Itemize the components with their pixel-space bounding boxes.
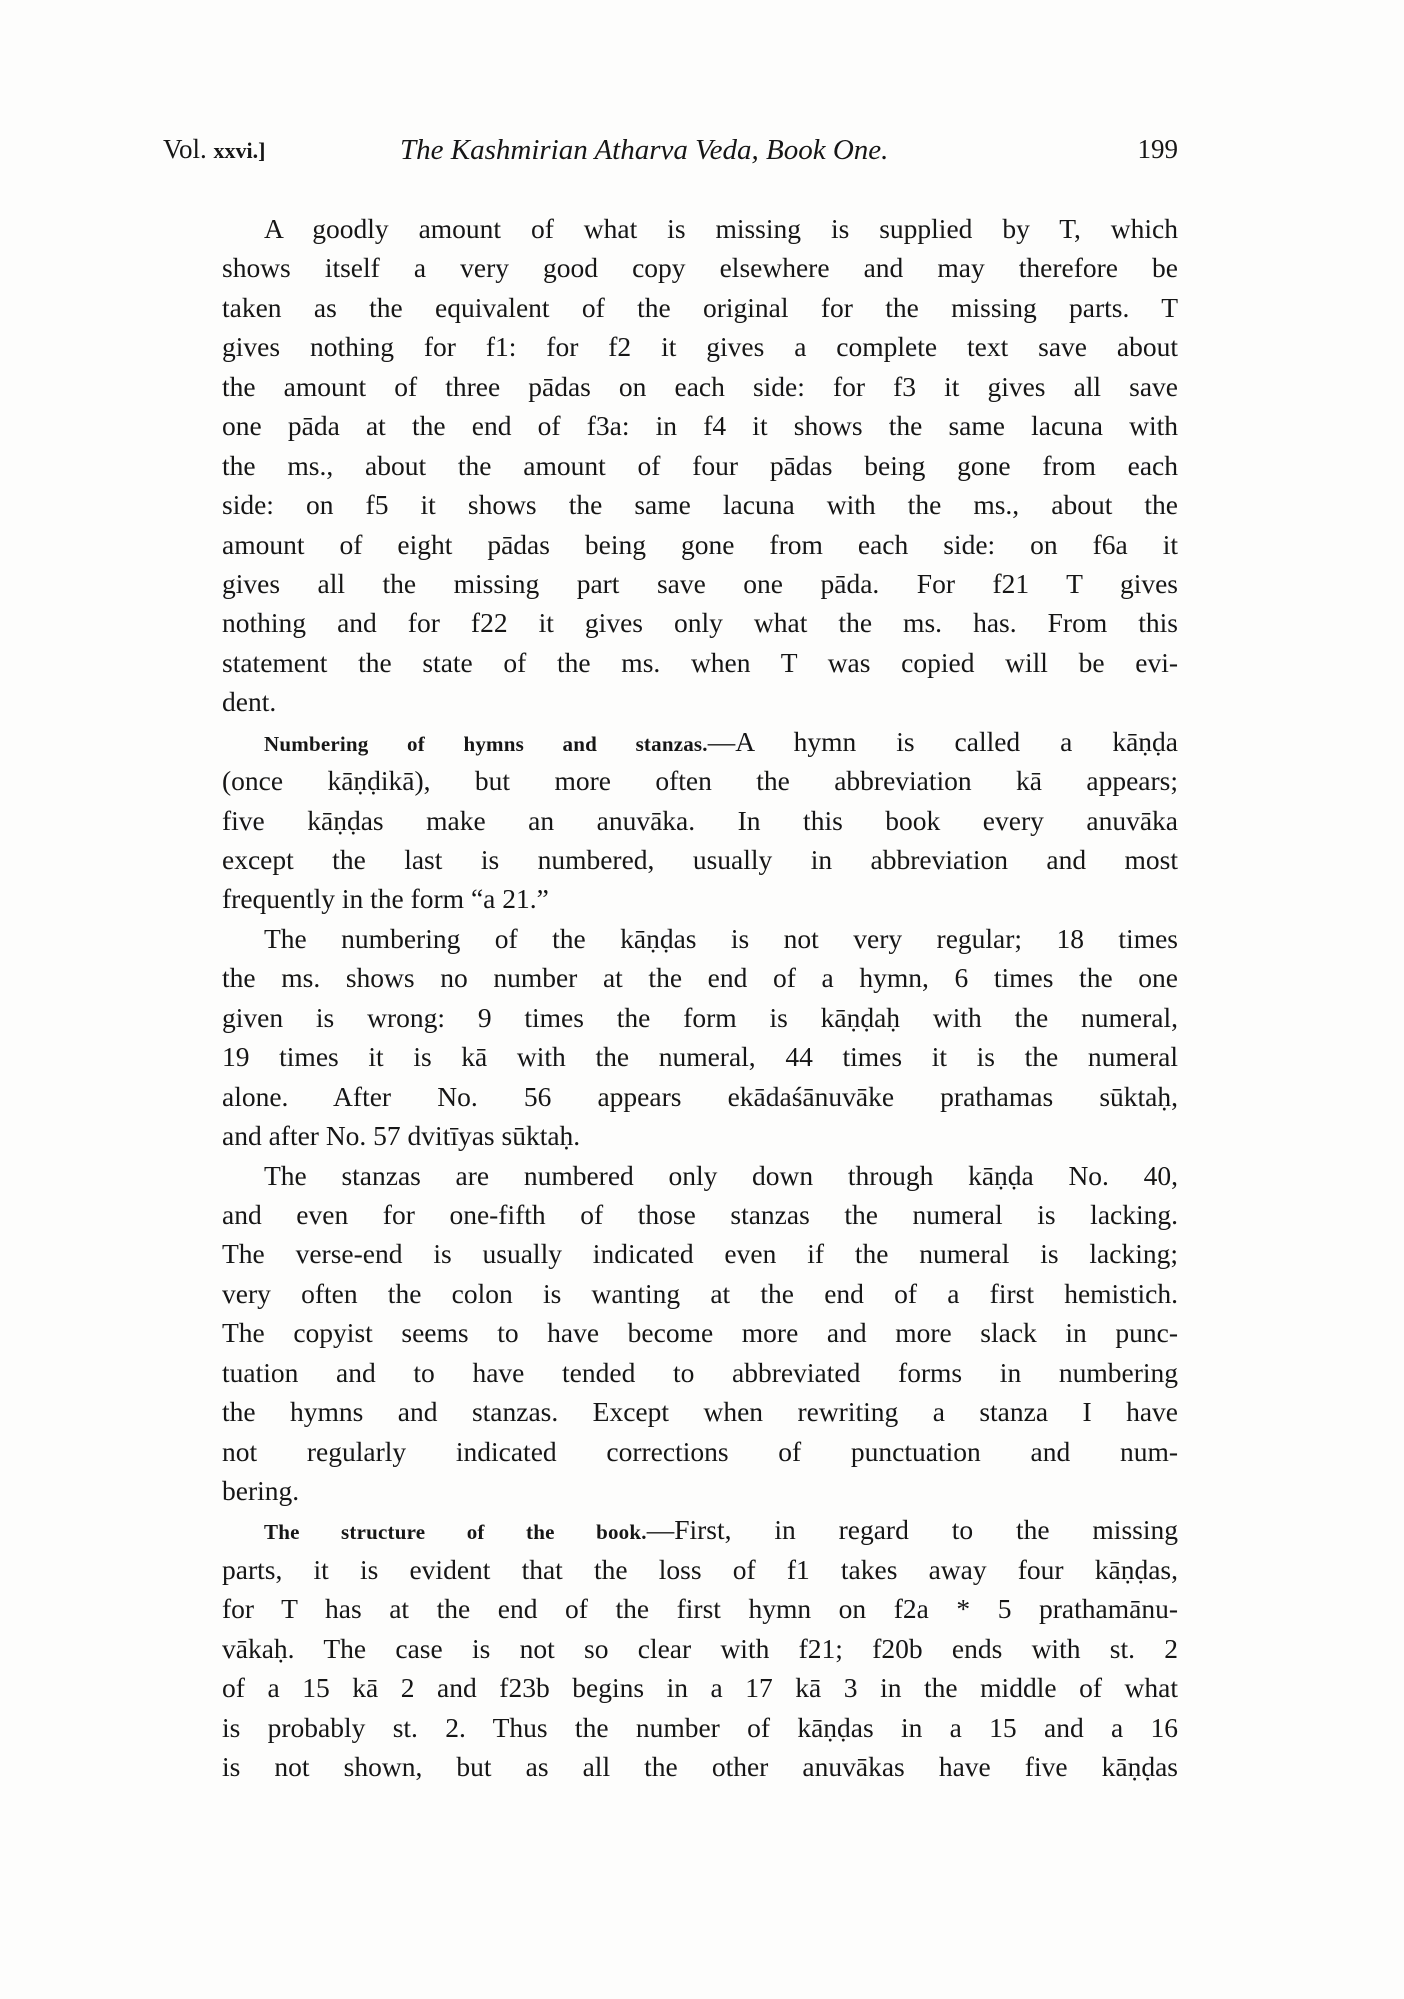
running-title: The Kashmirian Atharva Veda, Book One. bbox=[400, 134, 889, 166]
text-line bbox=[222, 288, 1178, 327]
text-line bbox=[222, 406, 1178, 445]
running-header bbox=[163, 134, 1178, 174]
text-line bbox=[222, 1077, 1178, 1116]
text-line bbox=[222, 1037, 1178, 1076]
text-line bbox=[222, 564, 1178, 603]
line-text: for T has at the end of the first hymn on f2a * 5 prathamānu- bbox=[222, 1593, 1178, 1625]
page-number: 199 bbox=[1137, 134, 1178, 164]
text-line bbox=[222, 761, 1178, 800]
line-text: (once kāṇḍikā), but more often the abbreviation kā appears; bbox=[222, 765, 1178, 797]
line-text: the ms., about the amount of four pādas being gone from each bbox=[222, 449, 1178, 481]
line-text: gives nothing for f1: for f2 it gives a complete text save about bbox=[222, 331, 1178, 363]
line-text: The copyist seems to have become more and more slack in punc- bbox=[222, 1317, 1178, 1349]
line-text: is not shown, but as all the other anuvākas have five kāṇḍas bbox=[222, 1751, 1178, 1783]
line-text: the amount of three pādas on each side: for f3 it gives all save bbox=[222, 370, 1178, 402]
paragraph bbox=[222, 722, 1178, 919]
text-line bbox=[222, 682, 1178, 721]
line-text: vākaḥ. The case is not so clear with f21; f20b ends with st. 2 bbox=[222, 1632, 1178, 1664]
line-text: the hymns and stanzas. Except when rewriting a stanza I have bbox=[222, 1396, 1178, 1428]
text-line bbox=[222, 722, 1178, 761]
line-text: tuation and to have tended to abbreviated forms in numbering bbox=[222, 1356, 1178, 1388]
text-line bbox=[222, 1510, 1178, 1549]
line-text: one pāda at the end of f3a: in f4 it shows the same lacuna with bbox=[222, 410, 1178, 442]
volume-prefix: Vol. bbox=[163, 134, 207, 164]
line-text: taken as the equivalent of the original for the missing parts. T bbox=[222, 291, 1178, 323]
text-line bbox=[222, 485, 1178, 524]
text-line bbox=[222, 879, 1178, 918]
paragraph bbox=[222, 1156, 1178, 1511]
line-text: of a 15 kā 2 and f23b begins in a 17 kā 3 in the middle of what bbox=[222, 1672, 1178, 1704]
text-line bbox=[222, 1550, 1178, 1589]
text-line bbox=[222, 1313, 1178, 1352]
line-text: The numbering of the kāṇḍas is not very regular; 18 times bbox=[264, 922, 1178, 954]
paragraph bbox=[222, 209, 1178, 722]
text-line bbox=[222, 446, 1178, 485]
text-line bbox=[222, 840, 1178, 879]
line-text: frequently in the form “a 21.” bbox=[222, 883, 549, 915]
line-text: bering. bbox=[222, 1475, 300, 1506]
volume-number: xxvi.] bbox=[213, 138, 266, 163]
text-line bbox=[222, 1629, 1178, 1668]
line-text: 19 times it is kā with the numeral, 44 times it is the numeral bbox=[222, 1041, 1178, 1073]
line-text: The verse-end is usually indicated even if the numeral is lacking; bbox=[222, 1238, 1178, 1270]
text-line bbox=[222, 643, 1178, 682]
text-line bbox=[222, 1274, 1178, 1313]
line-text: The stanzas are numbered only down through kāṇḍa No. 40, bbox=[264, 1159, 1178, 1191]
line-text: statement the state of the ms. when T was copied will be evi- bbox=[222, 646, 1178, 678]
line-text: amount of eight pādas being gone from each side: on f6a it bbox=[222, 528, 1178, 560]
line-text: alone. After No. 56 appears ekādaśānuvāke prathamas sūktaḥ, bbox=[222, 1080, 1178, 1112]
line-text: except the last is numbered, usually in abbreviation and most bbox=[222, 844, 1178, 875]
text-line bbox=[222, 603, 1178, 642]
text-line bbox=[222, 919, 1178, 958]
text-line bbox=[222, 998, 1178, 1037]
paragraph bbox=[222, 1510, 1178, 1786]
line-text: not regularly indicated corrections of punctuation and num- bbox=[222, 1435, 1178, 1467]
text-line bbox=[222, 1156, 1178, 1195]
text-line bbox=[222, 248, 1178, 287]
text-line bbox=[222, 801, 1178, 840]
text-line bbox=[222, 367, 1178, 406]
line-text: A goodly amount of what is missing is supplied by T, which bbox=[264, 213, 1178, 244]
line-text: dent. bbox=[222, 686, 277, 718]
line-text: nothing and for f22 it gives only what the ms. has. From this bbox=[222, 607, 1178, 639]
page-body bbox=[222, 209, 1178, 1787]
line-text: the ms. shows no number at the end of a hymn, 6 times the one bbox=[222, 962, 1178, 994]
text-line bbox=[222, 1589, 1178, 1628]
text-line bbox=[222, 1668, 1178, 1707]
text-line bbox=[222, 1708, 1178, 1747]
text-line bbox=[222, 327, 1178, 366]
text-line bbox=[222, 958, 1178, 997]
text-line bbox=[222, 1392, 1178, 1431]
text-line bbox=[222, 525, 1178, 564]
volume-label bbox=[163, 134, 265, 165]
text-line bbox=[222, 1195, 1178, 1234]
line-text: is probably st. 2. Thus the number of kāṇḍas in a 15 and a 16 bbox=[222, 1711, 1178, 1743]
text-line bbox=[222, 1353, 1178, 1392]
line-text: parts, it is evident that the loss of f1 takes away four kāṇḍas, bbox=[222, 1553, 1178, 1585]
text-line bbox=[222, 1747, 1178, 1786]
text-line bbox=[222, 1471, 1178, 1510]
line-text: five kāṇḍas make an anuvāka. In this book every anuvāka bbox=[222, 804, 1178, 836]
section-heading: Numbering of hymns and stanzas. bbox=[264, 731, 708, 756]
line-text: —First, in regard to the missing bbox=[646, 1514, 1178, 1546]
text-line bbox=[222, 1432, 1178, 1471]
line-text: given is wrong: 9 times the form is kāṇḍaḥ with the numeral, bbox=[222, 1001, 1178, 1033]
text-line bbox=[222, 209, 1178, 248]
line-text: side: on f5 it shows the same lacuna with the ms., about the bbox=[222, 489, 1178, 521]
text-line bbox=[222, 1116, 1178, 1155]
paragraph bbox=[222, 919, 1178, 1156]
line-text: and even for one-fifth of those stanzas the numeral is lacking. bbox=[222, 1198, 1178, 1230]
line-text: very often the colon is wanting at the end of a first hemistich. bbox=[222, 1277, 1178, 1309]
line-text: —A hymn is called a kāṇḍa bbox=[707, 725, 1179, 757]
section-heading: The structure of the book. bbox=[264, 1520, 647, 1545]
line-text: shows itself a very good copy elsewhere and may therefore be bbox=[222, 252, 1178, 284]
line-text: gives all the missing part save one pāda. For f21 T gives bbox=[222, 567, 1178, 599]
line-text: and after No. 57 dvitīyas sūktaḥ. bbox=[222, 1120, 581, 1152]
text-line bbox=[222, 1234, 1178, 1273]
